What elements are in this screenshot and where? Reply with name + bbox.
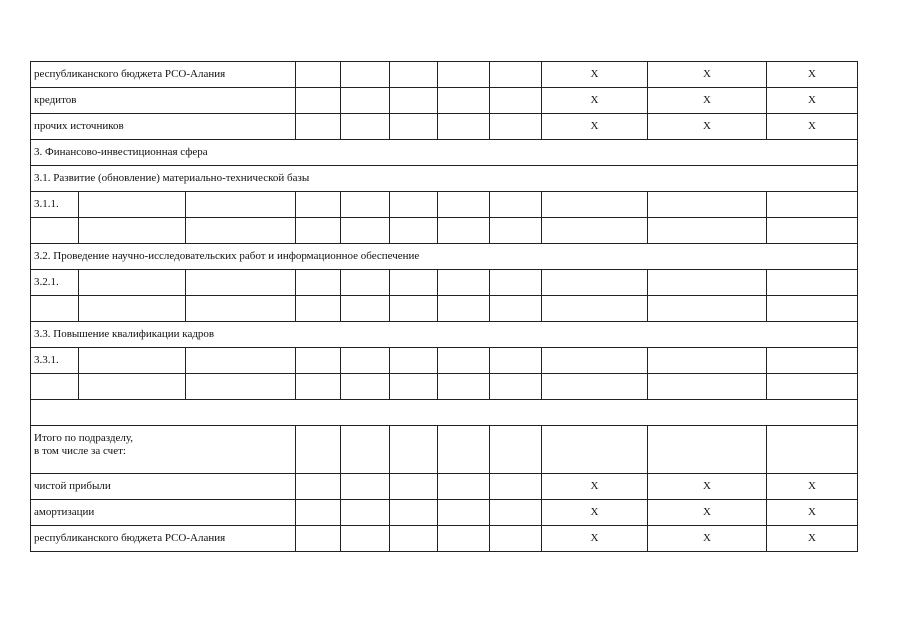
table-row [31,192,858,218]
row-label: республиканского бюджета РСО-Алания [31,62,296,88]
row-label: республиканского бюджета РСО-Алания [31,526,296,552]
row-label: чистой прибыли [31,474,296,500]
row-label: кредитов [31,88,296,114]
x-mark: X [542,88,648,114]
item-number: 3.2.1. [31,270,79,296]
item-number: 3.3.1. [31,348,79,374]
x-mark: X [648,114,767,140]
x-mark: X [542,526,648,552]
x-mark: X [542,474,648,500]
empty-row [31,400,858,426]
x-mark: X [648,500,767,526]
x-mark: X [767,500,858,526]
investment-table [30,61,858,552]
subsection-heading: 3.1. Развитие (обновление) материально-технической базы [31,166,858,192]
table-row [31,62,858,88]
section-row [31,244,858,270]
x-mark: X [542,62,648,88]
table-row [31,374,858,400]
x-mark: X [767,62,858,88]
x-mark: X [648,62,767,88]
x-mark: X [767,526,858,552]
total-line-1: Итого по подразделу, [34,432,134,444]
total-label [31,426,296,474]
x-mark: X [648,88,767,114]
subsection-heading: 3.3. Повышение квалификации кадров [31,322,858,348]
total-row [31,426,858,474]
table-row [31,296,858,322]
x-mark: X [648,526,767,552]
x-mark: X [542,114,648,140]
x-mark: X [767,114,858,140]
row-label: амортизации [31,500,296,526]
table-row [31,526,858,552]
table-row [31,500,858,526]
x-mark: X [767,88,858,114]
table-row [31,218,858,244]
x-mark: X [648,474,767,500]
table-row [31,270,858,296]
table-row [31,348,858,374]
total-line-2: в том числе за счет: [34,445,126,457]
table-row [31,474,858,500]
section-row [31,166,858,192]
section-row [31,322,858,348]
subsection-heading: 3.2. Проведение научно-исследовательских работ и информационное обеспечение [31,244,858,270]
x-mark: X [542,500,648,526]
section-row [31,140,858,166]
item-number: 3.1.1. [31,192,79,218]
section-heading: 3. Финансово-инвестиционная сфера [31,140,858,166]
table-row [31,88,858,114]
table-row [31,114,858,140]
row-label: прочих источников [31,114,296,140]
x-mark: X [767,474,858,500]
